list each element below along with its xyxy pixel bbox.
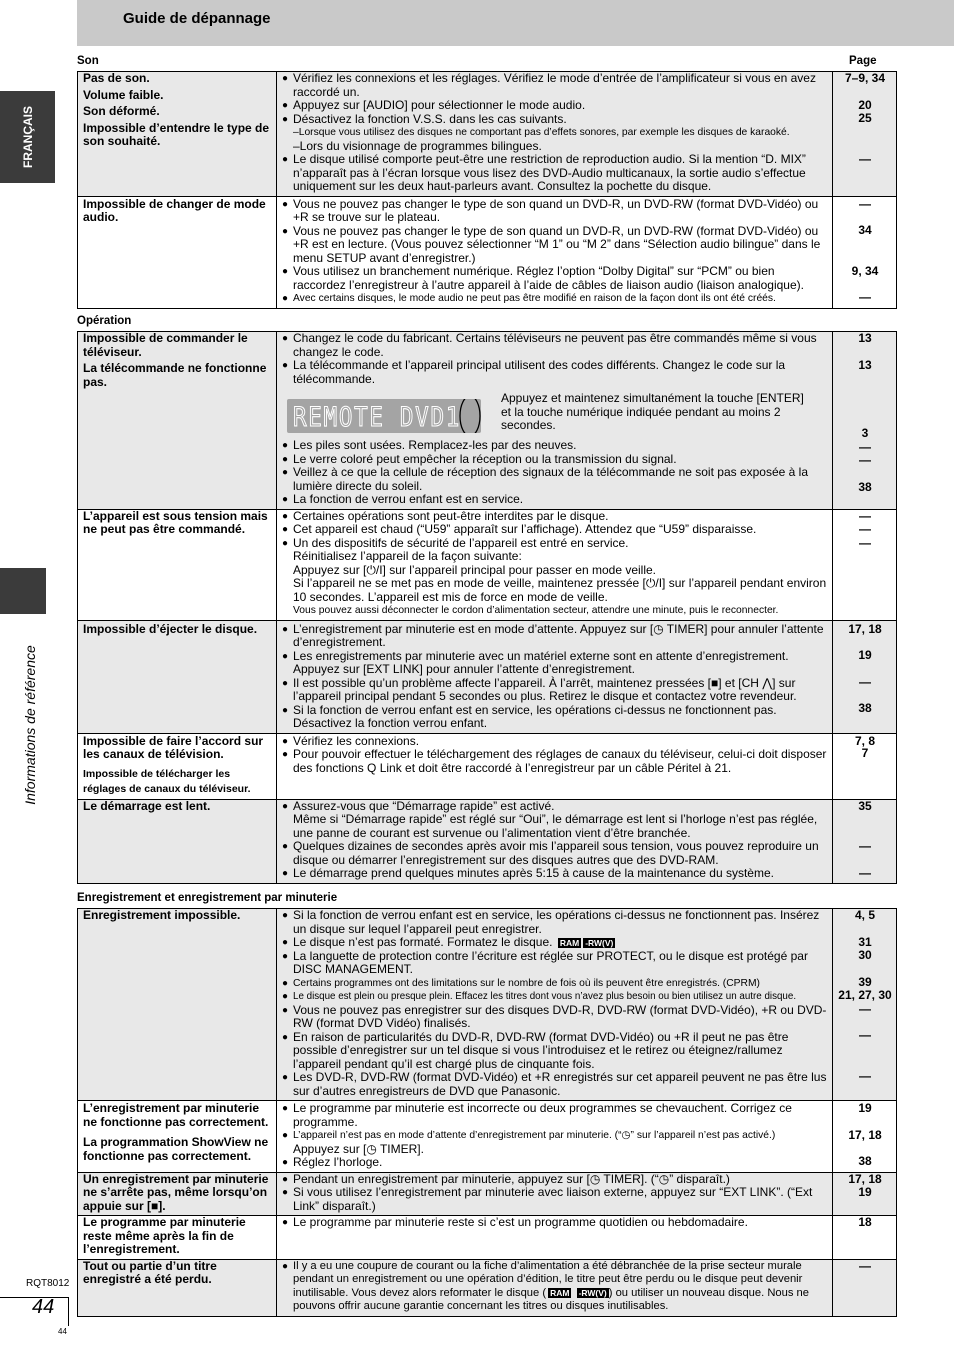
remote-code-illustration — [282, 392, 828, 433]
solution-item: ● Le programme par minuterie reste si c’est un programme quotidien ou hebdomadaire. — [282, 1216, 828, 1230]
table-row — [78, 620, 897, 733]
page-ref: — — [859, 535, 871, 550]
page-ref: 13 — [858, 357, 872, 372]
solution-item: ● Les DVD-R, DVD-RW (format DVD-Vidéo) et +R enregistrés sur cet appareil peuvent ne pas être lus sur d’autres enregistreurs de DVD que Panasonic. — [282, 1071, 828, 1098]
table-row — [78, 733, 897, 799]
page-ref: 30 — [858, 948, 872, 962]
solution-item: ● Le programme par minuterie est incorrecte ou deux programmes se chevauchent. Corrigez ce programme. — [282, 1102, 828, 1129]
issue-cell — [78, 1101, 277, 1173]
issue-cell — [78, 733, 277, 799]
page-ref: 17, 18 — [848, 1127, 882, 1142]
solution-cell — [277, 909, 833, 1101]
issue-text: Impossible de commander le téléviseur. — [83, 331, 248, 359]
lcd-segment-icon — [287, 399, 481, 433]
page-ref: 18 — [858, 1215, 872, 1229]
page-ref-cell — [833, 1172, 897, 1216]
solution-cell — [277, 1172, 833, 1216]
page-ref: — — [859, 1028, 871, 1042]
language-tab — [0, 91, 55, 183]
issue-cell — [78, 332, 277, 510]
solution-item: ● Vous ne pouvez pas enregistrer sur des disques DVD-R, DVD-RW (format DVD-Vidéo), +R ou DVD-RW (format DVD Vidéo) finalisés. — [282, 1004, 828, 1031]
page-ref-cell — [833, 620, 897, 733]
solution-subitem: Appuyez sur [◷ TIMER]. — [293, 1141, 424, 1156]
solution-item: ● Veillez à ce que la cellule de réception des signaux de la télécommande ne soit pas exposée à la lumière directe du soleil. — [282, 466, 828, 493]
issue-cell — [78, 509, 277, 620]
solution-item: ● Les piles sont usées. Remplacez-les par des neuves. — [282, 439, 828, 453]
page-ref-cell — [833, 1259, 897, 1316]
page-ref: 34 — [858, 223, 872, 237]
page-ref: — — [859, 453, 871, 467]
page-ref: 4, 5 — [854, 908, 875, 922]
issue-cell — [78, 909, 277, 1101]
issue-text: Tout ou partie d’un titre enregistré a été perdu. — [83, 1258, 217, 1286]
page-ref: 7 — [861, 746, 869, 760]
page-ref: 17, 18 — [848, 621, 882, 636]
issue-cell — [78, 1216, 277, 1260]
page-ref: 19 — [858, 1185, 872, 1199]
page-ref: 21, 27, 30 — [838, 988, 892, 1002]
solution-item: ● Si la fonction de verrou enfant est en service, les opérations ci-dessus ne fonctionnent pas. Insérez un disque sur lequel l’appareil peut enregistrer. — [282, 909, 828, 936]
document-code: RQT8012 — [26, 1278, 70, 1289]
solution-subitem: Réinitialisez l’appareil de la façon suivante: — [293, 549, 522, 563]
remote-instruction: Appuyez et maintenez simultanément la touche [ENTER] et la touche numérique indiquée pendant au moins 2 secondes. — [501, 391, 804, 432]
page-ref-cell — [833, 1216, 897, 1260]
solution-cell — [277, 799, 833, 883]
page-ref: 31 — [858, 934, 872, 949]
solution-item: ● Vous ne pouvez pas changer le type de son quand un DVD-R, un DVD-RW (format DVD-Vidéo) ou +R se trouve sur le plateau. — [282, 198, 828, 225]
issue-text: Impossible de changer de mode audio. — [83, 196, 266, 224]
page-ref: — — [859, 196, 871, 211]
issue-text: Le démarrage est lent. — [83, 798, 211, 813]
page-ref: — — [859, 674, 871, 689]
solution-text: ) ou utiliser un nouveau disque. Nous ne pouvons offrir aucune garantie concernant les titres ou disques inutilisables. — [293, 1286, 809, 1312]
table-operation — [77, 331, 897, 884]
issue-text: L’enregistrement par minuterie ne fonctionne pas correctement. — [83, 1101, 269, 1129]
page-ref: 19 — [858, 1101, 872, 1115]
page-number-small: 44 — [58, 1327, 67, 1336]
solution-cell — [277, 196, 833, 308]
table-row — [78, 509, 897, 620]
issue-text: L’appareil est sous tension mais ne peut pas être commandé. — [83, 508, 268, 536]
page-ref-cell — [833, 733, 897, 799]
page-ref: — — [859, 1001, 871, 1016]
solution-item: ● Vérifiez les connexions. — [282, 735, 828, 749]
solution-cell — [277, 1216, 833, 1260]
solution-item: ● Il est possible qu’un problème affecte l’appareil. À l’arrêt, maintenez pressées [■] et [CH ⋀] sur l’appareil principal pendant 5 secondes ou plus. Retirez le disque et contactez votre revendeur. — [282, 677, 828, 704]
page-number: 44 — [32, 1296, 55, 1318]
section-title-enregistrement: Enregistrement et enregistrement par minuterie — [77, 892, 338, 904]
page-ref: 13 — [858, 331, 872, 345]
solution-text: Il y a eu une coupure de courant ou la fiche d’alimentation a été débranchée de la prise secteur murale pendant un enregistrement ou une opération d’édition, le titre peut être perdu ou le disque peut devenir inutilisable. Vous devez alors reformater le disque ( — [293, 1259, 803, 1299]
solution-item: ● Les enregistrements par minuterie avec un matériel externe sont en attente d’enregistrement. Appuyez sur [EXT LINK] pour annuler l’attente d’enregistrement. — [282, 650, 828, 677]
page-ref: 38 — [858, 479, 872, 494]
page-ref-cell — [833, 1101, 897, 1173]
page-ref: 35 — [858, 798, 872, 813]
issue-text: Impossible d’entendre le type de son souhaité. — [83, 120, 270, 148]
section-title-son: Son — [77, 55, 99, 67]
solution-item: ● Avec certains disques, le mode audio ne peut pas être modifié en raison de la façon dont ils ont été créés. — [282, 292, 828, 306]
issue-text: Impossible de faire l’accord sur les canaux de télévision. — [83, 733, 264, 761]
page-ref: 25 — [858, 111, 872, 125]
page-ref: 3 — [861, 426, 869, 440]
solution-item: ● Pendant un enregistrement par minuterie, appuyez sur [◷ TIMER]. (“◷” disparaît.) — [282, 1173, 828, 1187]
page-ref-cell — [833, 799, 897, 883]
solution-item: ● La télécommande et l’appareil principal utilisent des codes différents. Changez le code sur la télécommande. — [282, 359, 828, 386]
table-row — [78, 72, 897, 197]
solution-item: ● Certains programmes ont des limitations sur le nombre de fois où ils peuvent être enregistrés. (CPRM) — [282, 977, 828, 991]
table-row — [78, 1216, 897, 1260]
solution-item: ● Appuyez sur [AUDIO] pour sélectionner le mode audio. — [282, 99, 828, 113]
solution-cell — [277, 72, 833, 197]
issue-cell — [78, 1259, 277, 1316]
solution-item: ● En raison de particularités du DVD-R, DVD-RW (format DVD-Vidéo) ou +R il peut ne pas être possible d’enregistrer sur un tel disque si vous l’introduisez et le retirez ou éteignez/rallumez l’appareil pendant qu’il est chargé plus de cinquante fois. — [282, 1031, 828, 1072]
issue-text: Son déformé. — [83, 104, 160, 118]
page-ref: — — [859, 151, 871, 166]
solution-subitem: Appuyez sur [⏻/I] sur l’appareil principal pour passer en mode veille. — [293, 562, 657, 577]
solution-item: ● Si vous utilisez l’enregistrement par minuterie avec liaison externe, appuyez sur “EXT LINK”. (“Ext Link” disparaît.) — [282, 1186, 828, 1213]
solution-item: ● La fonction de verrou enfant est en service. — [282, 493, 828, 507]
solution-item: ● Un des dispositifs de sécurité de l’appareil est entré en service. — [282, 537, 828, 551]
page-ref: 9, 34 — [851, 263, 879, 278]
svg-text:REMOTE DVD1: REMOTE DVD1 — [293, 402, 461, 433]
solution-cell — [277, 332, 833, 510]
solution-subitem: Si l’appareil ne se met pas en mode de veille, maintenez pressée [⏻/I] sur l’appareil pendant environ 10 secondes. L’appareil est mis de force en mode de veille. — [293, 576, 827, 604]
issue-cell — [78, 620, 277, 733]
section-title-operation: Opération — [77, 315, 132, 327]
lcd-display — [287, 399, 481, 433]
solution-cell — [277, 1259, 833, 1316]
solution-item: ● Réglez l’horloge. — [282, 1156, 828, 1170]
solution-item: ● Désactivez la fonction V.S.S. dans les cas suivants. — [282, 113, 828, 127]
page-ref: 7, 8 — [854, 733, 875, 748]
solution-cell — [277, 509, 833, 620]
table-row — [78, 1172, 897, 1216]
issue-text: Le programme par minuterie reste même après la fin de l’enregistrement. — [83, 1215, 246, 1256]
page-ref-cell — [833, 909, 897, 1101]
page-ref: — — [859, 290, 871, 304]
solution-item: ● Vérifiez les connexions et les réglages. Vérifiez le mode d’entrée de l’amplificateur si vous en avez raccordé un. — [282, 72, 828, 99]
solution-cell — [277, 620, 833, 733]
issue-cell — [78, 196, 277, 308]
solution-item — [282, 936, 828, 950]
section-marker — [0, 568, 46, 614]
page-ref: 20 — [858, 97, 872, 112]
solution-item: ● L’enregistrement par minuterie est en mode d’attente. Appuyez sur [◷ TIMER] pour annuler l’attente d’enregistrement. — [282, 623, 828, 650]
page-ref: — — [859, 508, 871, 523]
solution-item: ● Vous utilisez un branchement numérique. Réglez l’option “Dolby Digital” sur “PCM” ou bien raccordez l’enregistreur à l’autre appareil à l’aide de câbles de liaison audio (liaison analogique). — [282, 265, 828, 292]
page-ref: 19 — [858, 648, 872, 662]
page-ref-cell — [833, 509, 897, 620]
solution-subitem: Même si “Démarrage rapide” est réglé sur “Oui”, le démarrage est lent si l’horloge n’est pas réglée, une panne de courant est survenue ou l’alimentation vient d’être branchée. — [293, 812, 818, 840]
page-ref-cell — [833, 72, 897, 197]
issue-text: Un enregistrement par minuterie ne s’arrête pas, même lorsqu’on appuie sur [■]. — [83, 1171, 269, 1213]
solution-item: ● Assurez-vous que “Démarrage rapide” est activé. — [282, 800, 828, 814]
table-enregistrement — [77, 908, 897, 1317]
table-row — [78, 196, 897, 308]
table-row — [78, 332, 897, 510]
solution-item: ● L’appareil n’est pas en mode d’attente d’enregistrement par minuterie. (“◷” sur l’appareil n’est pas activé.) — [282, 1129, 828, 1143]
solution-subitem: –Lors du visionnage de programmes bilingues. — [293, 138, 542, 153]
table-row — [78, 1101, 897, 1173]
issue-text: La télécommande ne fonctionne pas. — [83, 361, 267, 389]
page-ref: 38 — [858, 1154, 872, 1168]
solution-subitem: Vous pouvez aussi déconnecter le cordon d’alimentation secteur, attendre une minute, puis le reconnecter. — [293, 605, 779, 616]
issue-subtext: La programmation ShowView ne fonctionne pas correctement. — [83, 1135, 269, 1163]
page-ref: — — [859, 1068, 871, 1083]
solution-cell — [277, 1101, 833, 1173]
issue-text: Volume faible. — [83, 87, 164, 102]
page-ref-cell — [833, 332, 897, 510]
solution-item: ● Le disque utilisé comporte peut-être une restriction de reproduction audio. Si la mention “D. MIX” n’apparaît pas à l’écran lorsque vous lisez des DVD-Audio multicanaux, la sortie audio s’effectue uniquement sur les deux haut-parleurs avant. Consultez la pochette du disque. — [282, 153, 828, 194]
solution-item: ● Certaines opérations sont peut-être interdites par le disque. — [282, 510, 828, 524]
issue-subtext: Impossible de télécharger les réglages de canaux du téléviseur. — [83, 767, 251, 795]
page-ref: 7–9, 34 — [844, 71, 886, 85]
solution-item: ● Le démarrage prend quelques minutes après 5:15 à cause de la maintenance du système. — [282, 867, 828, 881]
table-row — [78, 1259, 897, 1316]
solution-item: ● Vous ne pouvez pas changer le type de son quand un DVD-R, un DVD-RW (format DVD-Vidéo) ou +R est en lecture. (Vous pouvez sélectionner “M 1” ou “M 2” dans “Sélection audio bilingue” dans le menu SETUP avant d’enregistrer.) — [282, 225, 828, 266]
header-band — [77, 0, 954, 46]
rwv-badge: -RW(V) — [585, 937, 614, 948]
issue-cell — [78, 72, 277, 197]
page-column-header: Page — [849, 55, 877, 67]
solution-item: ● Si la fonction de verrou enfant est en service, les opérations ci-dessus ne fonctionnent pas. Désactivez la fonction verrou enfant. — [282, 704, 828, 731]
page-ref: — — [859, 1258, 871, 1273]
solution-subitem: –Lorsque vous utilisez des disques ne comportant pas d’effets sonores, par exemple les disques de karaoké. — [293, 127, 790, 138]
ram-badge: RAM — [550, 1287, 570, 1298]
page-ref: 17, 18 — [848, 1171, 882, 1186]
page-ref: 39 — [858, 974, 872, 989]
solution-item — [282, 1260, 828, 1314]
solution-item: ● Pour pouvoir effectuer le téléchargement des réglages de canaux du téléviseur, celui-ci doit disposer des fonctions Q Link et doit être raccordé à l’enregistreur par un câble Péritel à 21. — [282, 748, 828, 775]
page-ref: — — [859, 439, 871, 454]
solution-item: ● Quelques dizaines de secondes après avoir mis l’appareil sous tension, vous pouvez reproduire un disque ou démarrer l’enregistrement sur des disques autres que des DVD-RAM. — [282, 840, 828, 867]
rwv-badge: -RW(V) — [578, 1287, 607, 1298]
solution-text: Le disque n’est pas formaté. Formatez le disque. — [293, 935, 553, 949]
section-label: Informations de référence — [22, 645, 38, 805]
ram-badge: RAM — [559, 937, 580, 948]
solution-item: ● Cet appareil est chaud (“U59” apparaît sur l’affichage). Attendez que “U59” disparaisse. — [282, 523, 828, 537]
table-son — [77, 71, 897, 309]
issue-cell — [78, 1172, 277, 1216]
table-row — [78, 909, 897, 1101]
issue-text: Enregistrement impossible. — [83, 908, 241, 922]
language-label: FRANÇAIS — [20, 106, 35, 168]
solution-item: ● Changez le code du fabricant. Certains téléviseurs ne peuvent pas être commandés même si vous changez le code. — [282, 332, 828, 359]
solution-item: ● Le disque est plein ou presque plein. Effacez les titres dont vous n’avez plus besoin ou bien utilisez un autre disque. — [282, 990, 828, 1004]
solution-cell — [277, 733, 833, 799]
issue-text: Pas de son. — [83, 71, 150, 85]
page-ref: — — [859, 522, 871, 536]
issue-cell — [78, 799, 277, 883]
page-ref: — — [859, 839, 871, 853]
page-ref: — — [859, 865, 871, 880]
issue-text: Impossible d’éjecter le disque. — [83, 621, 258, 636]
solution-item: ● Le verre coloré peut empêcher la réception ou la transmission du signal. — [282, 453, 828, 467]
table-row — [78, 799, 897, 883]
page-ref: 38 — [858, 701, 872, 715]
page-ref-cell — [833, 196, 897, 308]
solution-item: ● La languette de protection contre l’écriture est réglée sur PROTECT, ou le disque est protégé par DISC MANAGEMENT. — [282, 950, 828, 977]
page-title: Guide de dépannage — [123, 10, 271, 27]
